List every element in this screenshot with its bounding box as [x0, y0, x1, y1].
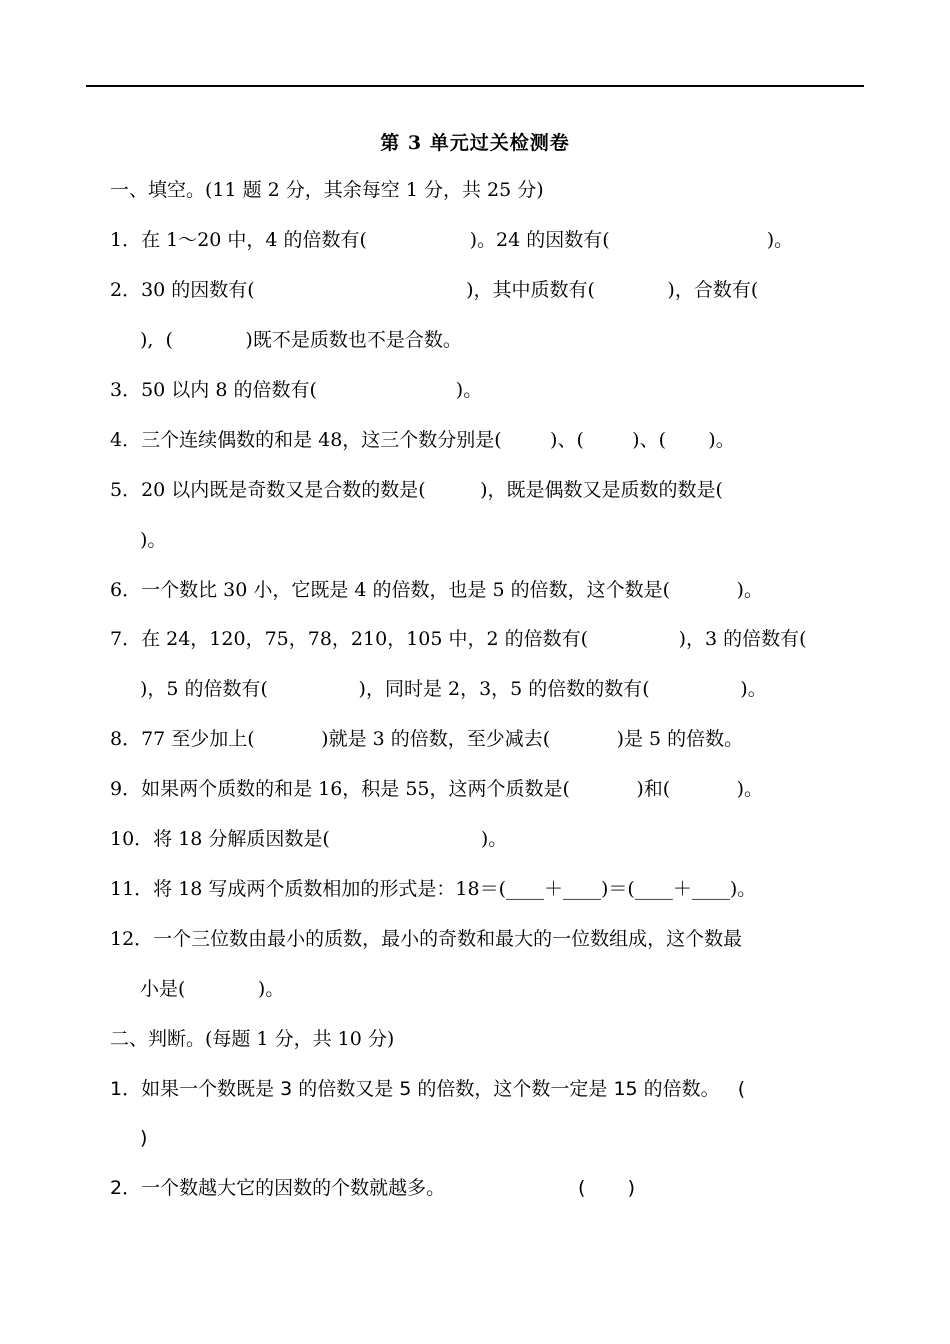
- judgment-line-continuation: ): [140, 1127, 148, 1149]
- question-line: 8．77 至少加上( )就是 3 的倍数，至少减去( )是 5 的倍数。: [110, 728, 744, 750]
- question-line: 3．50 以内 8 的倍数有( )。: [110, 379, 483, 401]
- question-line-continuation: ), ( )既不是质数也不是合数。: [140, 329, 462, 351]
- question-line-continuation: 小是( )。: [140, 978, 285, 1000]
- question-line: 1．在 1～20 中，4 的倍数有( )。24 的因数有( )。: [110, 229, 794, 251]
- question-line: 2．30 的因数有( )，其中质数有( )，合数有(: [110, 279, 759, 301]
- header-rule: [86, 85, 864, 87]
- section-heading-true-false: 二、判断。(每题 1 分，共 10 分): [110, 1028, 395, 1050]
- question-line: 11．将 18 写成两个质数相加的形式是：18＝(____＋____)＝(____＋____)。: [110, 878, 757, 900]
- question-line: 5．20 以内既是奇数又是合数的数是( )，既是偶数又是质数的数是(: [110, 479, 723, 501]
- question-line: 6．一个数比 30 小，它既是 4 的倍数，也是 5 的倍数，这个数是( )。: [110, 579, 763, 601]
- page-title: 第 3 单元过关检测卷: [380, 132, 570, 154]
- question-line: 4．三个连续偶数的和是 48，这三个数分别是( )、( )、( )。: [110, 429, 735, 451]
- question-line: 9．如果两个质数的和是 16，积是 55，这两个质数是( )和( )。: [110, 778, 764, 800]
- question-line: 10．将 18 分解质因数是( )。: [110, 828, 508, 850]
- judgment-line: 2．一个数越大它的因数的个数就越多。 ( ): [110, 1177, 636, 1199]
- question-line-continuation: )，5 的倍数有( )，同时是 2，3，5 的倍数的数有( )。: [140, 678, 767, 700]
- question-line: 12．一个三位数由最小的质数，最小的奇数和最大的一位数组成，这个数最: [110, 928, 743, 950]
- judgment-line: 1．如果一个数既是 3 的倍数又是 5 的倍数，这个数一定是 15 的倍数。 (: [110, 1078, 746, 1100]
- question-line: 7．在 24，120，75，78，210，105 中，2 的倍数有( )，3 的倍数有(: [110, 628, 807, 650]
- section-heading-fill-blank: 一、填空。(11 题 2 分，其余每空 1 分，共 25 分): [110, 179, 544, 201]
- question-line-continuation: )。: [140, 529, 167, 551]
